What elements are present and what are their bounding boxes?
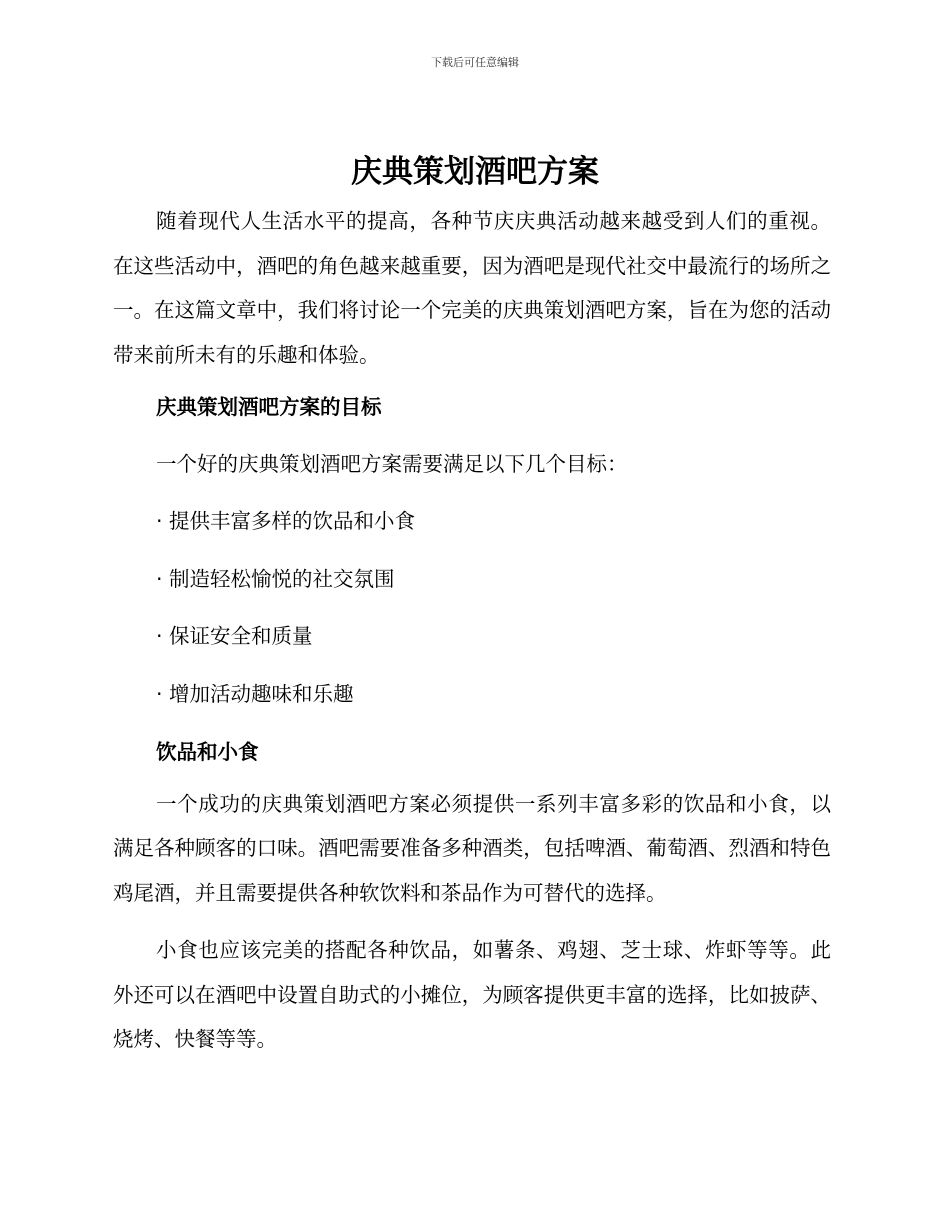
list-item: · 增加活动趣味和乐趣 [156, 681, 354, 706]
header-note: 下载后可任意编辑 [431, 56, 519, 69]
list-item: · 制造轻松愉悦的社交氛围 [156, 566, 395, 591]
drinks-paragraph: 一个成功的庆典策划酒吧方案必须提供一系列丰富多彩的饮品和小食，以满足各种顾客的口味。酒吧需要准备多种酒类，包括啤酒、葡萄酒、烈酒和特色鸡尾酒，并且需要提供各种软饮料和茶品作为可替代的选择。 [113, 791, 831, 905]
goals-list [113, 506, 831, 709]
section-heading-goals: 庆典策划酒吧方案的目标 [156, 395, 382, 419]
intro-paragraph: 随着现代人生活水平的提高，各种节庆庆典活动越来越受到人们的重视。在这些活动中，酒吧的角色越来越重要，因为酒吧是现代社交中最流行的场所之一。在这篇文章中，我们将讨论一个完美的庆典策划酒吧方案，旨在为您的活动带来前所未有的乐趣和体验。 [113, 209, 831, 367]
snacks-paragraph: 小食也应该完美的搭配各种饮品，如薯条、鸡翅、芝士球、炸虾等等。此外还可以在酒吧中设置自助式的小摊位，为顾客提供更丰富的选择，比如披萨、烧烤、快餐等等。 [113, 938, 831, 1051]
section-heading-drinks-snacks: 饮品和小食 [156, 739, 259, 764]
list-item: · 提供丰富多样的饮品和小食 [156, 509, 416, 533]
goals-lead: 一个好的庆典策划酒吧方案需要满足以下几个目标： [156, 452, 628, 476]
document-title: 庆典策划酒吧方案 [351, 154, 599, 190]
document-body [113, 199, 831, 1062]
list-item: · 保证安全和质量 [156, 624, 313, 648]
